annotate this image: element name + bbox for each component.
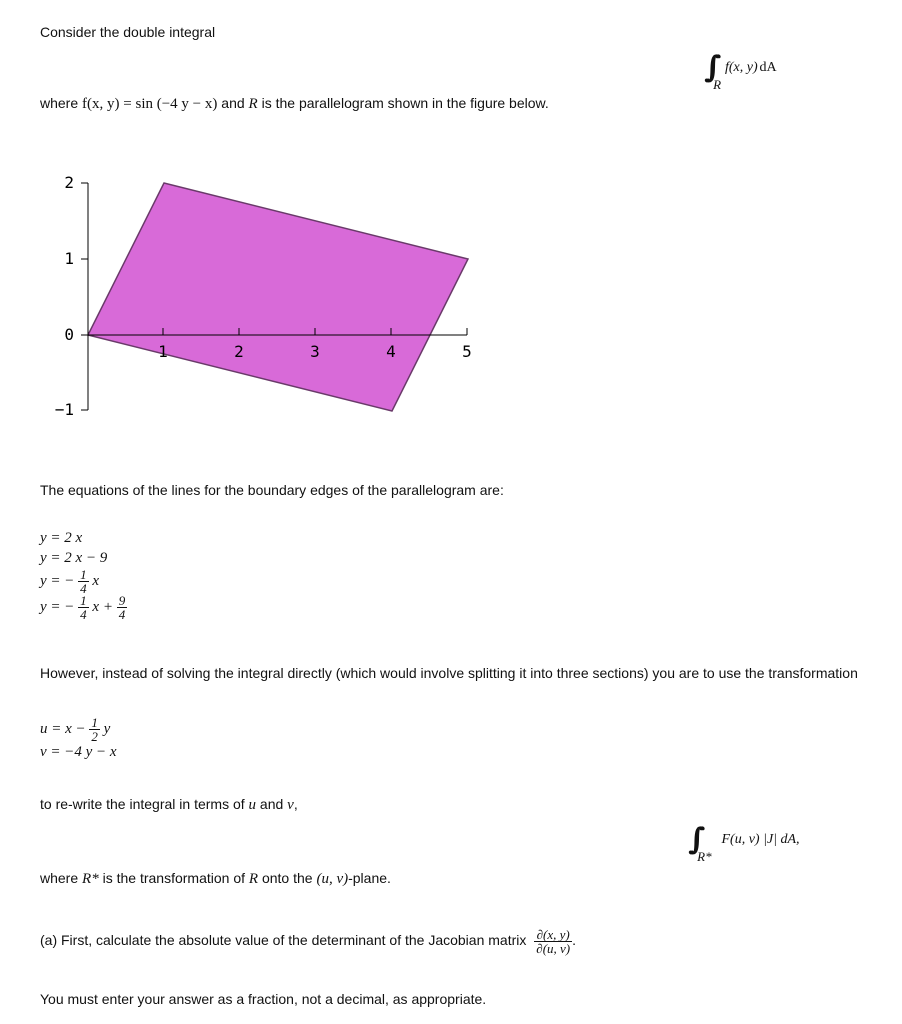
- y-tick-labels: [55, 173, 74, 419]
- double-integral-top: [704, 50, 777, 92]
- double-integral-sign: ∫∫: [704, 50, 708, 85]
- parallelogram-graph: [40, 160, 500, 430]
- numerator: 1: [80, 567, 87, 583]
- transformation-equations: [40, 716, 117, 762]
- integral-integrand: f(x, y): [725, 60, 758, 75]
- boundary-intro: The equations of the lines for the boundary edges of the parallelogram are:: [40, 482, 504, 498]
- fraction: [117, 594, 128, 621]
- numerator: 1: [80, 593, 87, 609]
- y-tick-label: −1: [54, 400, 74, 419]
- period: .: [572, 932, 577, 948]
- double-integral-bottom: [688, 822, 800, 864]
- boundary-eq-2: y = 2 x − 9: [40, 550, 108, 566]
- denominator: 2: [91, 729, 98, 745]
- denominator: 4: [80, 581, 87, 597]
- boundary-equations: [40, 528, 127, 623]
- function-suffix: is the parallelogram shown in the figure below.: [261, 95, 549, 111]
- part-a-text: (a) First, calculate the absolute value of the determinant of the Jacobian matrix: [40, 932, 527, 948]
- intro-text: Consider the double integral: [40, 24, 216, 40]
- u-equation: [40, 715, 117, 745]
- y-ticks: [81, 183, 88, 410]
- x-tick-label: 2: [234, 342, 244, 361]
- denominator: 4: [118, 607, 126, 623]
- boundary-eq-1: y = 2 x: [40, 530, 83, 546]
- rewrite-prefix: to re-write the integral in terms of: [40, 796, 245, 812]
- numerator: 1: [91, 715, 98, 731]
- answer-instruction: You must enter your answer as a fraction, not a decimal, as appropriate.: [40, 991, 487, 1007]
- v-symbol: v: [287, 797, 294, 813]
- jacobian-fraction: [534, 928, 572, 955]
- x-tick-label: 3: [310, 342, 320, 361]
- and-word: and: [259, 796, 284, 812]
- integral-integrand: F(u, v) |J| dA,: [721, 832, 800, 847]
- rstar-symbol: R*: [82, 871, 99, 887]
- x-tick-label: 1: [158, 342, 168, 361]
- rewrite-suffix: ,: [293, 796, 298, 812]
- fraction: [89, 716, 100, 743]
- y-tick-label: 2: [64, 173, 74, 192]
- part-a-question: [40, 920, 576, 960]
- v-equation: v = −4 y − x: [40, 744, 117, 760]
- rstar-definition: [40, 870, 391, 888]
- fraction: [78, 568, 89, 595]
- function-definition: [40, 95, 549, 113]
- x-tick-label: 5: [462, 342, 472, 361]
- eq4-left: y = −: [40, 599, 75, 615]
- where-word: where: [40, 870, 79, 886]
- y-tick-label: 0: [64, 325, 74, 344]
- parallelogram-region: [88, 183, 468, 411]
- numerator: ∂(x, y): [534, 928, 572, 942]
- u-symbol: u: [248, 797, 257, 813]
- rstar-middle: is the transformation of: [102, 870, 245, 886]
- boundary-eq-4: [40, 593, 127, 623]
- double-integral-sign: ∫∫: [688, 822, 692, 857]
- eq3-right: x: [92, 573, 100, 589]
- numerator: 9: [118, 593, 126, 609]
- y-tick-label: 1: [64, 249, 74, 268]
- integral-differential: dA: [759, 60, 777, 75]
- fraction: [78, 594, 89, 621]
- uv-plane-symbol: (u, v): [316, 871, 349, 887]
- boundary-eq-3: [40, 567, 127, 597]
- region-symbol: R: [248, 96, 258, 112]
- transformation-intro: However, instead of solving the integral directly (which would involve splitting it into three sections) you are to use the transformation: [40, 665, 858, 681]
- u-right: y: [103, 721, 111, 737]
- rstar-suffix: -plane.: [348, 870, 391, 886]
- eq3-left: y = −: [40, 573, 75, 589]
- rewrite-text: [40, 796, 298, 814]
- where-word: where: [40, 95, 79, 111]
- and-word: and: [221, 95, 245, 111]
- integral-region: R: [713, 77, 722, 92]
- denominator: ∂(u, v): [536, 940, 571, 956]
- denominator: 4: [80, 607, 87, 623]
- u-left: u = x −: [40, 721, 86, 737]
- region-symbol: R: [248, 871, 259, 887]
- eq4-mid: x +: [92, 599, 113, 615]
- integral-region: R*: [697, 849, 712, 864]
- rstar-middle2: onto the: [261, 870, 313, 886]
- function-expression: f(x, y) = sin (−4 y − x): [82, 96, 218, 112]
- x-tick-label: 4: [386, 342, 396, 361]
